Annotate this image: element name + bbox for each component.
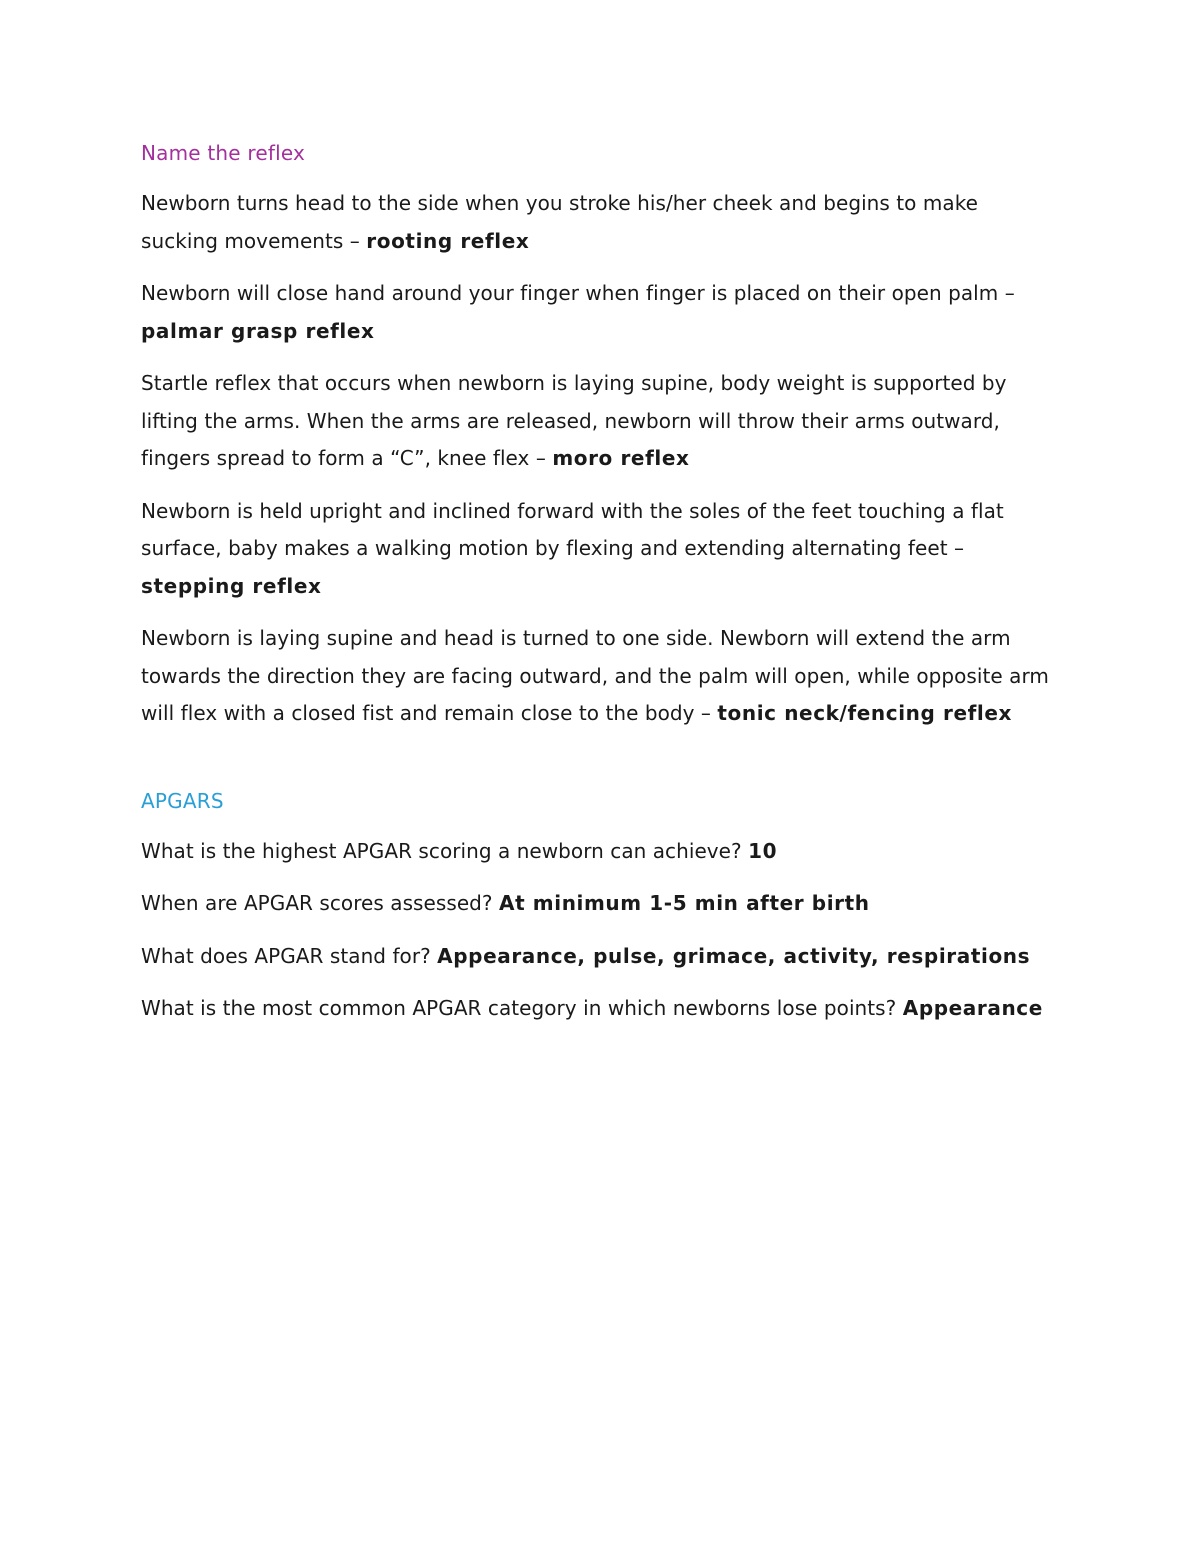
reflex-answer: palmar grasp reflex xyxy=(141,318,375,343)
reflex-answer: moro reflex xyxy=(552,446,690,470)
apgar-question: What is the most common APGAR category in which newborns lose points? xyxy=(141,996,903,1020)
apgar-answer: Appearance, pulse, grimace, activity, respirations xyxy=(437,943,1031,968)
apgar-item-acronym xyxy=(141,938,1056,976)
apgar-question: When are APGAR scores assessed? xyxy=(141,891,499,915)
document-page xyxy=(141,138,1056,1043)
apgar-item-highest-score xyxy=(141,833,1056,871)
reflex-section-heading: Name the reflex xyxy=(141,141,306,165)
reflex-question: Newborn is held upright and inclined forward with the soles of the feet touching a flat surface, baby makes a walking motion by flexing and extending alternating feet – xyxy=(141,498,1004,560)
apgar-item-when-assessed xyxy=(141,885,1056,923)
reflex-question: Startle reflex that occurs when newborn is laying supine, body weight is supported by lifting the arms. When the arms are released, newborn will throw their arms outward, fingers spread to form a “C”, knee flex – xyxy=(141,371,1007,470)
section-spacer xyxy=(141,748,1056,786)
apgar-question: What is the highest APGAR scoring a newborn can achieve? xyxy=(141,838,749,863)
reflex-item-palmar-grasp xyxy=(141,275,1056,350)
reflex-answer: stepping reflex xyxy=(141,573,322,598)
reflex-item-rooting xyxy=(141,185,1056,260)
apgar-item-common-loss xyxy=(141,990,1056,1028)
reflex-answer: tonic neck/fencing reflex xyxy=(717,701,1013,725)
reflex-question: Newborn turns head to the side when you stroke his/her cheek and begins to make sucking movements – xyxy=(141,191,978,253)
apgar-question: What does APGAR stand for? xyxy=(141,943,438,968)
apgar-answer: Appearance xyxy=(902,996,1043,1020)
reflex-item-moro xyxy=(141,365,1056,478)
reflex-question: Newborn will close hand around your finger when finger is placed on their open palm – xyxy=(141,281,1015,305)
apgar-answer: At minimum 1-5 min after birth xyxy=(499,891,870,915)
reflex-answer: rooting reflex xyxy=(366,228,530,253)
apgar-answer: 10 xyxy=(748,838,778,863)
reflex-question: Newborn is laying supine and head is turned to one side. Newborn will extend the arm towards the direction they are facing outward, and the palm will open, while opposite arm will flex with a closed fist and remain close to the body – xyxy=(141,626,1049,725)
reflex-item-tonic-neck xyxy=(141,620,1056,733)
apgar-section-heading: APGARS xyxy=(141,788,224,813)
reflex-item-stepping xyxy=(141,493,1056,606)
